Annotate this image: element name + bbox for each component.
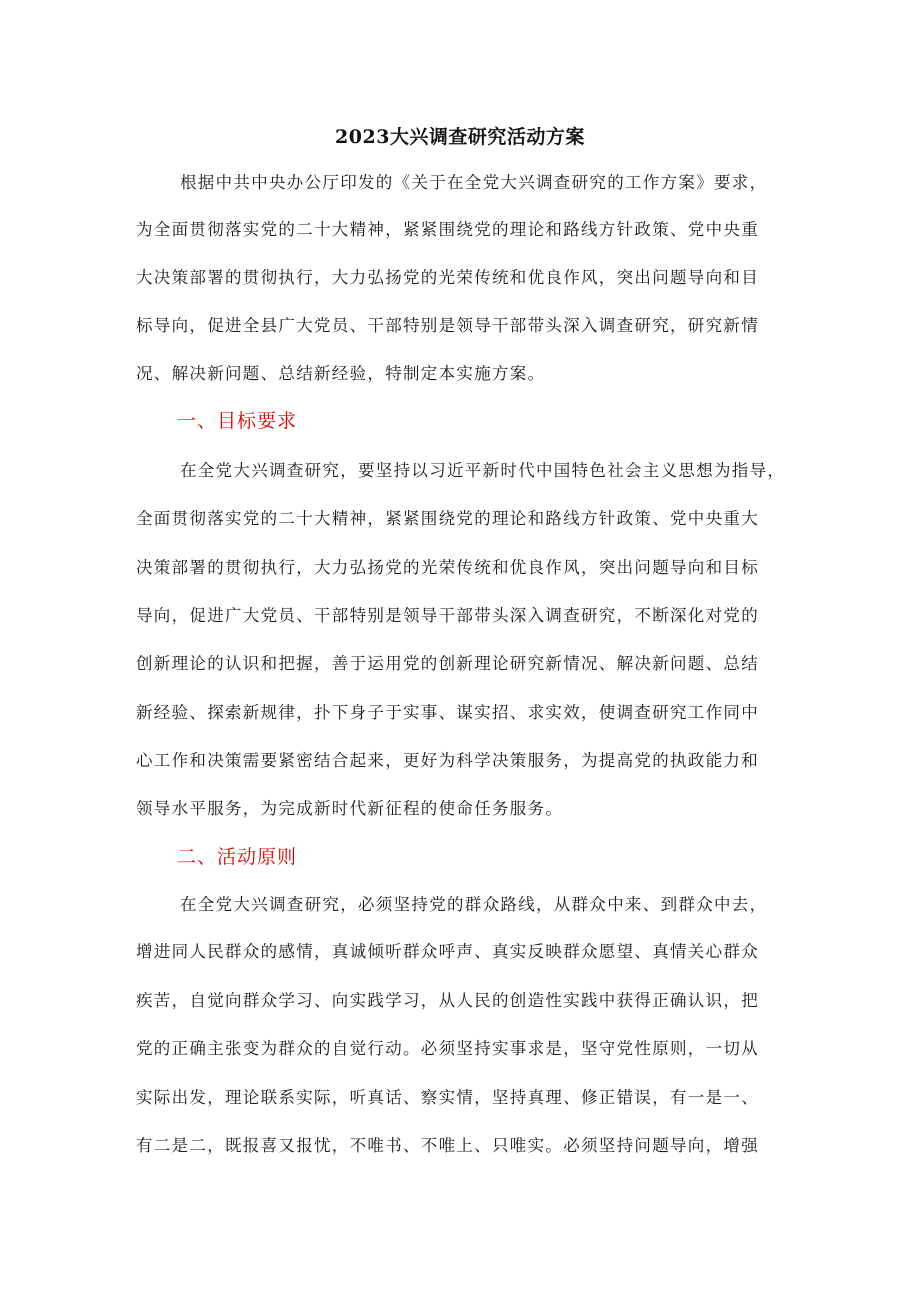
section2-line: 疾苦，自觉向群众学习、向实践学习，从人民的创造性实践中获得正确认识，把: [136, 991, 759, 1010]
intro-line: 标导向，促进全县广大党员、干部特别是领导干部带头深入调查研究，研究新情: [136, 316, 759, 335]
section1-line: 心工作和决策需要紧密结合起来，更好为科学决策服务，为提高党的执政能力和: [136, 751, 759, 770]
section1-line: 领导水平服务，为完成新时代新征程的使命任务服务。: [136, 799, 564, 818]
section1-line: 导向，促进广大党员、干部特别是领导干部带头深入调查研究，不断深化对党的: [136, 606, 759, 625]
section2-line: 有二是二，既报喜又报忧，不唯书、不唯上、只唯实。必须坚持问题导向，增强: [136, 1136, 759, 1155]
section1-line: 创新理论的认识和把握，善于运用党的创新理论研究新情况、解决新问题、总结: [136, 654, 759, 673]
document-title: 2023大兴调查研究活动方案: [335, 126, 585, 148]
section1-line: 在全党大兴调查研究，要坚持以习近平新时代中国特色社会主义思想为指导，: [180, 461, 786, 480]
intro-line: 况、解决新问题、总结新经验，特制定本实施方案。: [136, 364, 546, 383]
section-heading-goals: 一、目标要求: [177, 410, 298, 432]
section-heading-principles: 二、活动原则: [177, 846, 298, 868]
section2-line: 党的正确主张变为群众的自觉行动。必须坚持实事求是，坚守党性原则，一切从: [136, 1039, 759, 1058]
intro-line: 为全面贯彻落实党的二十大精神，紧紧围绕党的理论和路线方针政策、党中央重: [136, 220, 759, 239]
section2-line: 实际出发，理论联系实际，听真话、察实情，坚持真理、修正错误，有一是一、: [136, 1088, 759, 1107]
section1-line: 决策部署的贯彻执行，大力弘扬党的光荣传统和优良作风，突出问题导向和目标: [136, 558, 759, 577]
section1-line: 全面贯彻落实党的二十大精神，紧紧围绕党的理论和路线方针政策、党中央重大: [136, 509, 759, 528]
section1-line: 新经验、探索新规律，扑下身子于实事、谋实招、求实效，使调查研究工作同中: [136, 703, 759, 722]
intro-line: 大决策部署的贯彻执行，大力弘扬党的光荣传统和优良作风，突出问题导向和目: [136, 268, 759, 287]
section2-line: 在全党大兴调查研究，必须坚持党的群众路线，从群众中来、到群众中去，: [180, 895, 768, 914]
intro-line: 根据中共中央办公厅印发的《关于在全党大兴调查研究的工作方案》要求，: [180, 173, 768, 192]
section2-line: 增进同人民群众的感情，真诚倾听群众呼声、真实反映群众愿望、真情关心群众: [136, 942, 759, 961]
